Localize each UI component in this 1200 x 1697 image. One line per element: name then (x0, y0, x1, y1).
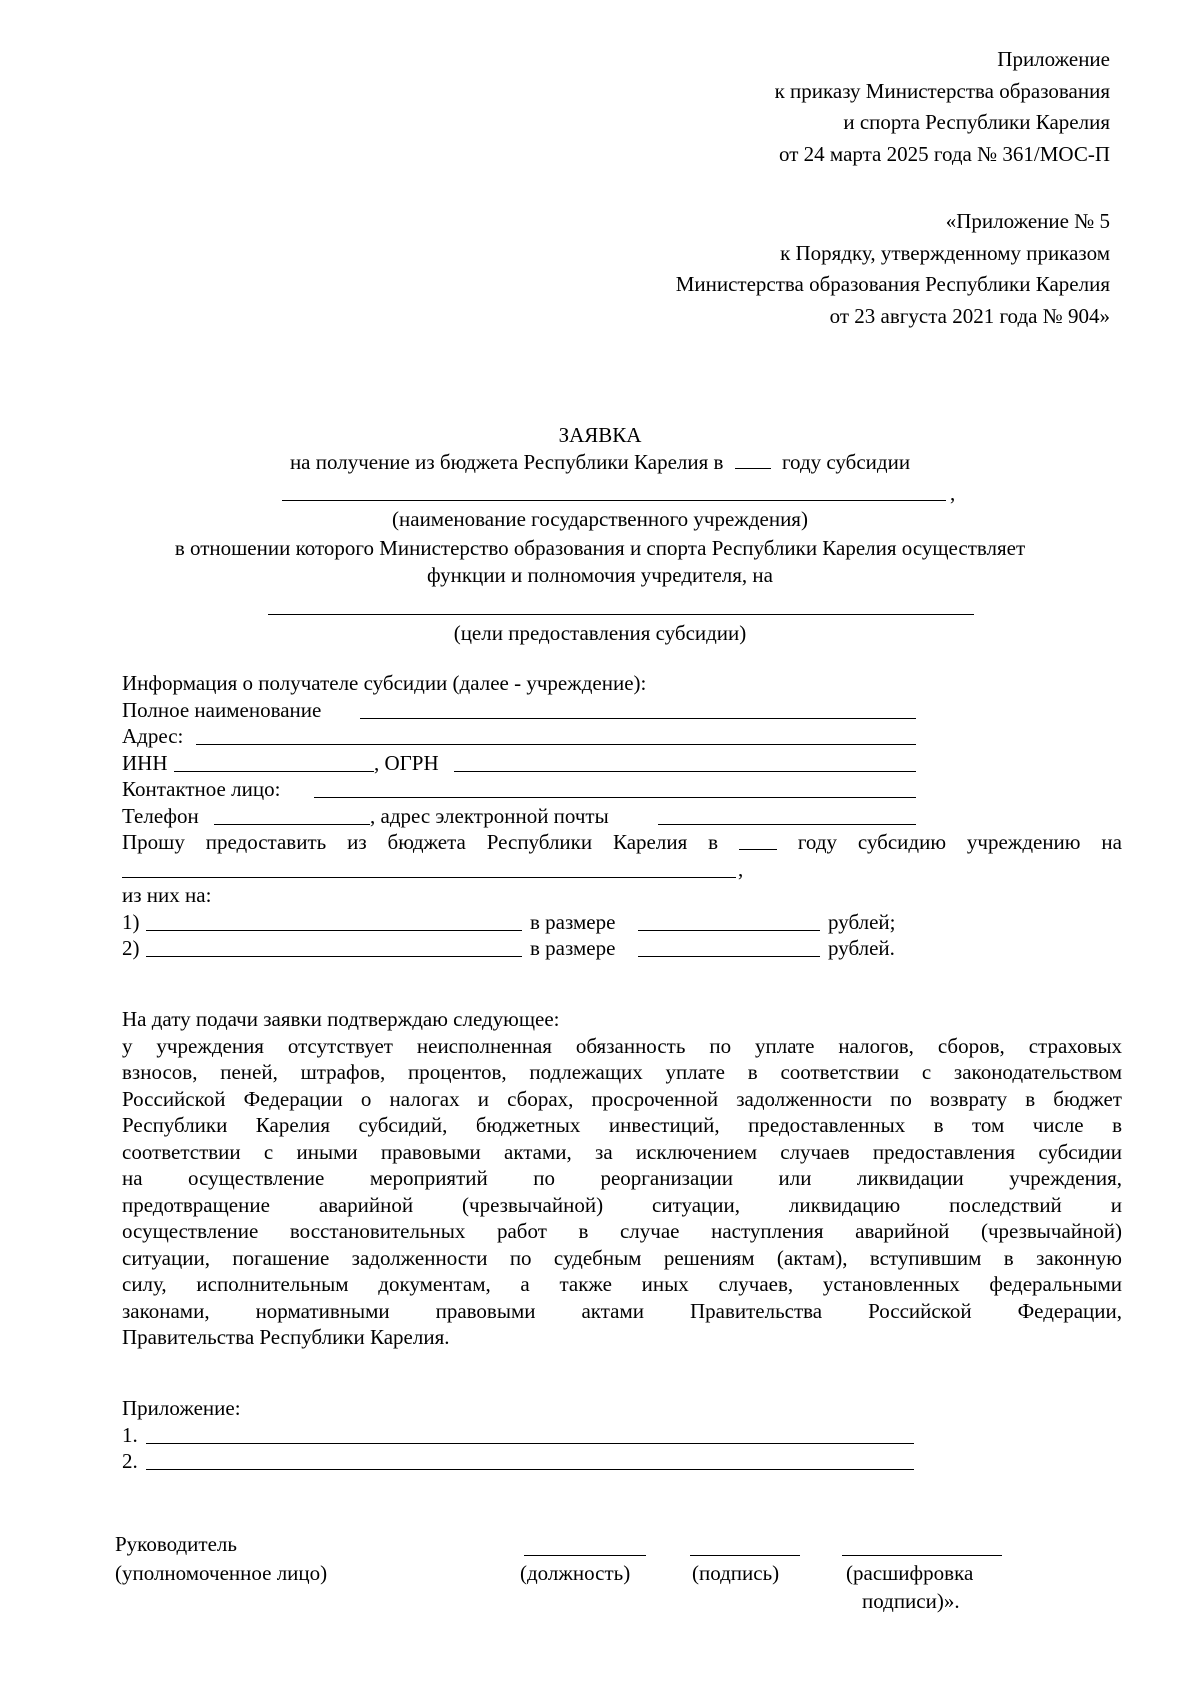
comma: , (738, 856, 744, 881)
attachments-title: Приложение: (122, 1396, 241, 1420)
rubles-label: рублей; (828, 909, 896, 934)
phone-label: Телефон (122, 803, 199, 828)
title-line-1 (60, 449, 1140, 476)
title-line-4: функции и полномочия учредителя, на (427, 563, 773, 587)
request-word: бюджета (387, 830, 466, 854)
purpose-blank[interactable] (268, 614, 974, 615)
confirmation-line: предотвращение аварийной (чрезвычайной) ситуации, ликвидацию последствий и (122, 1192, 1122, 1217)
confirmation-intro: На дату подачи заявки подтверждаю следующее: (122, 1007, 560, 1031)
confirmation-line: законами, нормативными правовыми актами Правительства Российской Федерации, (122, 1298, 1122, 1323)
header-line: Приложение (997, 47, 1110, 71)
in-amount-label: в размере (530, 936, 616, 960)
header-line: от 23 августа 2021 года № 904» (829, 303, 1110, 328)
full-name-blank[interactable] (360, 718, 916, 719)
ogrn-blank[interactable] (454, 771, 916, 772)
full-name-label: Полное наименование (122, 697, 322, 722)
request-word: в (708, 830, 719, 854)
request-line (122, 829, 1122, 856)
position-caption: (должность) (520, 1561, 631, 1585)
request-word: Республики (486, 830, 593, 854)
confirmation-block (122, 1006, 1122, 1351)
position-blank[interactable] (524, 1555, 646, 1556)
institution-name-blank[interactable] (282, 500, 946, 501)
inn-label: ИНН (122, 750, 168, 775)
request-word: году (797, 830, 838, 854)
recipient-intro: Информация о получателе субсидии (далее - учреждение): (122, 671, 647, 695)
request-word: предоставить (205, 830, 327, 854)
contact-label: Контактное лицо: (122, 777, 281, 801)
decoding-caption-1: (расшифровка (846, 1561, 974, 1585)
attachment-1-blank[interactable] (146, 1443, 914, 1444)
confirmation-line: на осуществление мероприятий по реорганизации или ликвидации учреждения, (122, 1166, 1122, 1190)
request-purpose-blank[interactable] (122, 877, 736, 878)
email-label: , адрес электронной почты (370, 803, 609, 828)
header-line: и спорта Республики Карелия (843, 110, 1110, 134)
attachment-number: 2. (122, 1449, 138, 1473)
title-line-1-end: году субсидии (781, 450, 911, 474)
signature-blank[interactable] (690, 1555, 800, 1556)
item1-amount-blank[interactable] (638, 930, 820, 931)
signature-decoding-blank[interactable] (842, 1555, 1002, 1556)
confirmation-line: соответствии с иными правовыми актами, за исключением случаев предоставления субсидии (122, 1139, 1122, 1164)
header-line: от 24 марта 2025 года № 361/МОС-П (779, 141, 1110, 166)
recipient-info (122, 670, 1122, 962)
confirmation-line: ситуации, погашение задолженности по судебным решениям (актам), вступившим в законную (122, 1245, 1122, 1270)
request-word: из (347, 830, 367, 854)
confirmation-line: у учреждения отсутствует неисполненная обязанность по уплате налогов, сборов, страховых (122, 1033, 1122, 1058)
phone-blank[interactable] (214, 824, 370, 825)
header-appendix-5-order-2021 (676, 206, 1110, 332)
title-line-1-start: на получение из бюджета Республики Карелия в (289, 450, 724, 474)
decoding-caption-2: подписи)». (862, 1589, 960, 1613)
request-word: субсидию (857, 830, 947, 854)
address-label: Адрес: (122, 724, 184, 748)
header-line: «Приложение № 5 (945, 209, 1110, 233)
year-blank[interactable] (735, 450, 771, 469)
item-number: 1) (122, 909, 140, 934)
ogrn-label: , ОГРН (374, 750, 439, 775)
header-appendix-order-2025 (775, 44, 1110, 170)
contact-blank[interactable] (314, 797, 916, 798)
inn-blank[interactable] (174, 771, 374, 772)
header-line: к Порядку, утвержденному приказом (780, 240, 1110, 265)
item-number: 2) (122, 936, 140, 960)
confirmation-line: Республики Карелия субсидий, бюджетных инвестиций, предоставленных в том числе в (122, 1113, 1122, 1137)
confirmation-line: Российской Федерации о налогах и сборах, просроченной задолженности по возврату в бюджет (122, 1086, 1122, 1111)
comma: , (950, 481, 956, 505)
confirmation-line: осуществление восстановительных работ в случае наступления аварийной (чрезвычайной) (122, 1219, 1122, 1243)
request-word: на (1101, 830, 1122, 854)
of-them-label: из них на: (122, 883, 212, 907)
caption-institution: (наименование государственного учреждения) (392, 507, 808, 531)
request-word: учреждению (966, 830, 1081, 854)
attachment-2-blank[interactable] (146, 1469, 914, 1470)
amount-row-1 (122, 909, 1122, 936)
item2-purpose-blank[interactable] (146, 956, 522, 957)
header-line: Министерства образования Республики Карелия (675, 272, 1110, 296)
authorized-person-label: (уполномоченное лицо) (115, 1561, 328, 1585)
item2-amount-blank[interactable] (638, 956, 820, 957)
confirmation-line: взносов, пеней, штрафов, процентов, подлежащих уплате в соответствии с законодательством (122, 1060, 1122, 1084)
header-line: к приказу Министерства образования (774, 78, 1110, 103)
caption-purpose: (цели предоставления субсидии) (453, 621, 747, 645)
confirmation-line: силу, исполнительным документам, а также иных случаев, установленных федеральными (122, 1272, 1122, 1296)
item1-purpose-blank[interactable] (146, 930, 522, 931)
request-year-blank[interactable] (739, 829, 777, 850)
address-blank[interactable] (196, 744, 916, 745)
doc-heading: ЗАЯВКА (558, 423, 642, 447)
attachments-block (122, 1395, 1122, 1475)
email-blank[interactable] (658, 824, 916, 825)
request-word: Карелия (613, 830, 688, 854)
head-label: Руководитель (115, 1532, 237, 1556)
in-amount-label: в размере (530, 909, 616, 934)
confirmation-line: Правительства Республики Карелия. (122, 1325, 450, 1349)
signature-caption: (подпись) (692, 1561, 780, 1585)
request-word: Прошу (122, 830, 185, 854)
title-line-3: в отношении которого Министерство образования и спорта Республики Карелия осуществляет (174, 536, 1026, 560)
attachment-number: 1. (122, 1422, 138, 1447)
rubles-label: рублей. (828, 936, 895, 960)
amount-row-2 (122, 935, 1122, 962)
